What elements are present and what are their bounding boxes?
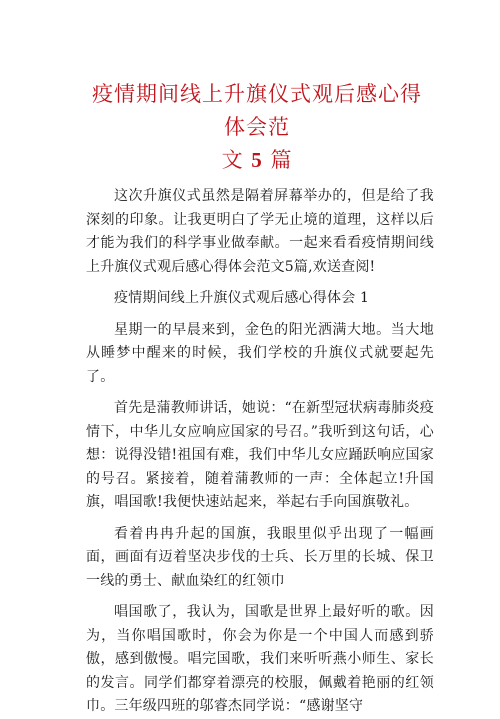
- document-title: [86, 78, 434, 177]
- body-paragraph: 唱国歌了，我认为，国歌是世界上最好听的歌。因为，当你唱国歌时，你会为你是一个中国人而感到骄傲，感到傲慢。唱完国歌，我们来听听燕小师生、家长的发言。同学们都穿着漂亮的校服，佩戴着艳丽的红领巾。三年级四班的邬睿杰同学说：“感谢坚守: [86, 604, 434, 714]
- title-line-2-suffix: 篇: [270, 148, 293, 172]
- section-heading-1: 疫情期间线上升旗仪式观后感心得体会 1: [114, 290, 370, 306]
- title-line-2-number: 5: [251, 148, 263, 172]
- title-line-2-prefix: 文: [221, 148, 244, 172]
- title-line-1: 疫情期间线上升旗仪式观后感心得体会范: [92, 82, 422, 139]
- body-paragraph: 看着冉冉升起的国旗，我眼里似乎出现了一幅画面，画面有迈着坚决步伐的士兵、长万里的长城、保卫一线的勇士、献血染红的红领巾: [86, 525, 434, 589]
- intro-paragraph: 这次升旗仪式虽然是隔着屏幕举办的，但是给了我深刻的印象。让我更明白了学无止境的道理，这样以后才能为我们的科学事业做奉献。一起来看看疫情期间线上升旗仪式观后感心得体会范文5篇,欢送查阅!: [86, 188, 434, 275]
- body-paragraph: 首先是蒲教师讲话，她说：“在新型冠状病毒肺炎疫情下，中华儿女应响应国家的号召。”我听到这句话，心想：说得没错!祖国有难，我们中华儿女应踊跃响应国家的号召。紧接着，随着蒲教师的一声：全体起立!升国旗，唱国歌!我便快速站起来，举起右手向国旗敬礼。: [86, 400, 434, 510]
- document-body: [86, 185, 434, 719]
- body-paragraph: 星期一的早晨来到，金色的阳光洒满大地。当大地从睡梦中醒来的时候，我们学校的升旗仪式就要起先了。: [86, 321, 434, 385]
